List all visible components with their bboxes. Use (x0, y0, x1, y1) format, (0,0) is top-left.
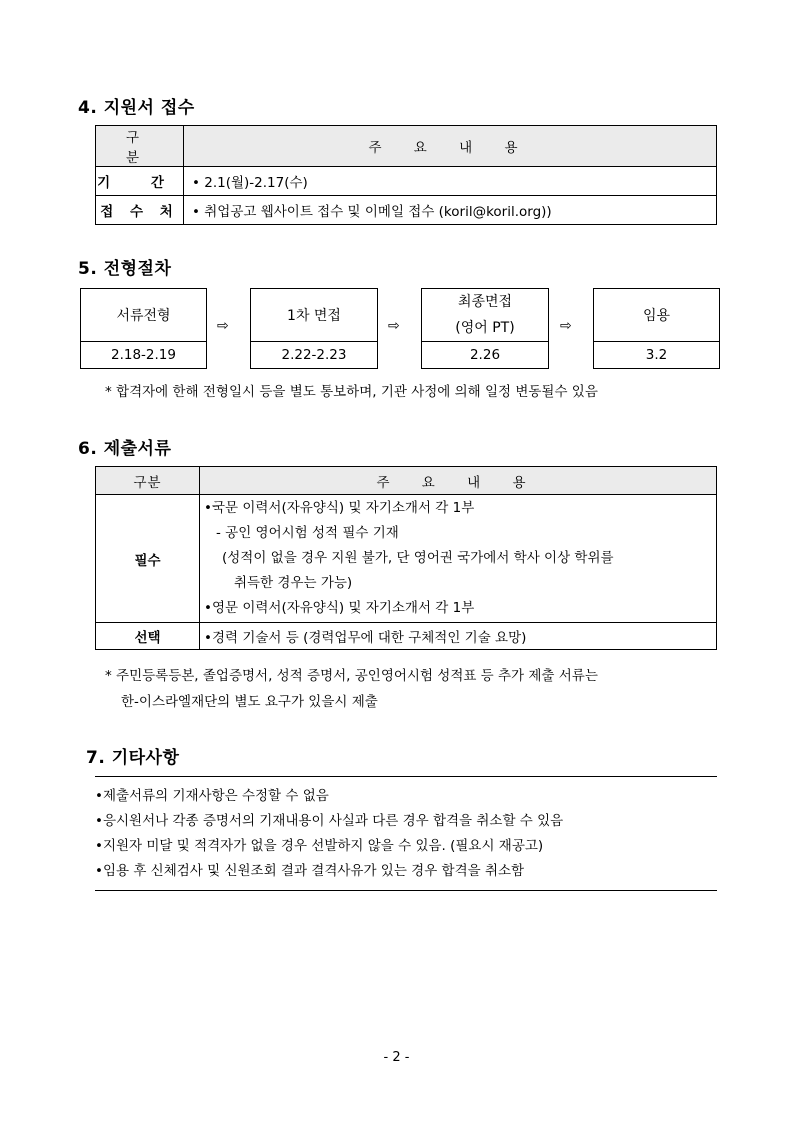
table-row (96, 196, 717, 225)
arrow-right-icon: ⇨ (217, 318, 229, 334)
row-label: 접 수 처 (96, 196, 184, 225)
row-value: • 취업공고 웹사이트 접수 및 이메일 접수 (koril@koril.org)) (184, 196, 717, 225)
row-value-required (200, 495, 717, 623)
documents-note-line1: * 주민등록등본, 졸업증명서, 성적 증명서, 공인영어시험 성적표 등 추가 제출 서류는 (105, 668, 598, 684)
row-value: • 2.1(월)-2.17(수) (184, 167, 717, 196)
list-item: •임용 후 신체검사 및 신원조회 결과 결격사유가 있는 경우 합격을 취소함 (95, 863, 525, 879)
list-item: (성적이 없을 경우 지원 불가, 단 영어권 국가에서 학사 이상 학위를 (222, 550, 614, 566)
arrow-right-icon: ⇨ (560, 318, 572, 334)
step-box-final-interview (421, 288, 549, 342)
procedure-note: * 합격자에 한해 전형일시 등을 별도 통보하며, 기관 사정에 의해 일정 변동될수 있음 (105, 384, 598, 400)
misc-list (95, 784, 563, 884)
documents-note-line2: 한-이스라엘재단의 별도 요구가 있을시 제출 (121, 694, 378, 710)
list-item: •지원자 미달 및 적격자가 없을 경우 선발하지 않을 수 있음. (필요시 재공고) (95, 838, 544, 854)
row-value-optional: •경력 기술서 등 (경력업무에 대한 구체적인 기술 요망) (200, 623, 717, 650)
divider-top (95, 776, 717, 777)
list-item: •국문 이력서(자유양식) 및 자기소개서 각 1부 (204, 500, 475, 516)
list-item: - 공인 영어시험 성적 필수 기재 (216, 525, 399, 541)
arrow-right-icon: ⇨ (388, 318, 400, 334)
step-date-final-interview: 2.26 (421, 341, 549, 369)
col-header-content: 주 요 내 용 (184, 126, 717, 167)
table-row (96, 495, 717, 623)
section-6-title: 6. 제출서류 (78, 439, 172, 459)
step-box-interview1: 1차 면접 (250, 288, 378, 342)
step-date-document: 2.18-2.19 (80, 341, 207, 369)
page-number: - 2 - (383, 1050, 410, 1065)
step-box-document: 서류전형 (80, 288, 207, 342)
step-date-appointment: 3.2 (593, 341, 720, 369)
step-name: 최종면접 (457, 294, 513, 310)
list-item: •제출서류의 기재사항은 수정할 수 없음 (95, 788, 329, 804)
col-header-gubun: 구분 (96, 467, 200, 495)
divider-bottom (95, 890, 717, 891)
list-item: •영문 이력서(자유양식) 및 자기소개서 각 1부 (204, 600, 475, 616)
list-item: 취득한 경우는 가능) (234, 575, 353, 591)
list-item: •응시원서나 각종 증명서의 기재내용이 사실과 다른 경우 합격을 취소할 수 있음 (95, 813, 564, 829)
section-5-title: 5. 전형절차 (78, 259, 172, 279)
col-header-gubun: 구 분 (96, 126, 184, 167)
step-name-sub: (영어 PT) (455, 320, 515, 336)
section-7-title: 7. 기타사항 (86, 748, 180, 768)
section-4-title: 4. 지원서 접수 (78, 98, 195, 118)
documents-table (95, 466, 717, 650)
row-label-optional: 선택 (96, 623, 200, 650)
table-row (96, 623, 717, 650)
table-row (96, 167, 717, 196)
step-date-interview1: 2.22-2.23 (250, 341, 378, 369)
step-box-appointment: 임용 (593, 288, 720, 342)
col-header-content: 주 요 내 용 (200, 467, 717, 495)
row-label-required: 필수 (96, 495, 200, 623)
row-label: 기 간 (96, 167, 184, 196)
application-table (95, 125, 717, 225)
